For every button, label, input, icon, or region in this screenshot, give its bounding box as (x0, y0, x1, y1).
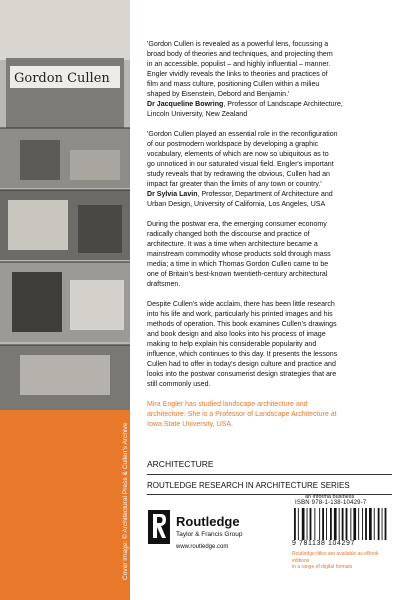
quote-2 (147, 130, 390, 210)
barcode-bar (307, 508, 308, 540)
barcode-bar (385, 508, 387, 540)
barcode-bar (319, 508, 320, 540)
barcode-bar (342, 508, 344, 540)
barcode-bar (346, 508, 348, 540)
quote-2-line-3: vocabulary, elements of which are now so ubiquitous as to (147, 151, 329, 158)
barcode-bar (369, 508, 372, 540)
quote-2-line-2: of our postmodern worldspace by developing a graphic (147, 141, 319, 148)
barcode-bar (362, 508, 363, 540)
barcode-bar (378, 508, 380, 540)
divider (147, 474, 392, 475)
barcode-bar (314, 508, 315, 540)
barcode-bar (298, 508, 299, 540)
quote-2-author: Dr Sylvia Lavin (147, 191, 198, 198)
body-2-line-2: into his life and work, particularly his printed images and his (147, 311, 333, 318)
barcode-bar (302, 508, 305, 540)
quote-1-author: Dr Jacqueline Bowring (147, 101, 224, 108)
bio-line-3: Iowa State University, USA. (147, 421, 234, 428)
publisher-url[interactable]: www.routledge.com (176, 544, 229, 550)
body-2-line-7: Cullen had to offer in today's design culture and practice and (147, 361, 336, 368)
body-1-line-3: architecture. It was a time when architecture became a (147, 241, 318, 248)
spacer (147, 390, 390, 400)
text-column (147, 40, 390, 430)
body-2-line-8: looks into the postwar consumerist design strategies that are (147, 371, 337, 378)
body-2-line-1: Despite Cullen's wide acclaim, there has been little research (147, 301, 335, 308)
quote-2-attribution (147, 190, 390, 200)
body-1-line-4: mainstream commodity whose products sold through mass (147, 251, 331, 258)
barcode-icon (292, 508, 392, 540)
barcode-bar (326, 508, 327, 540)
quote-1-line-5: film and mass culture, positioning Cullen within a milieu (147, 81, 320, 88)
bio-line-1: Mira Engler has studied landscape architecture and (147, 401, 308, 408)
spacer (147, 210, 390, 220)
body-2-line-4: and book design and also looks into his process of image (147, 331, 326, 338)
bio-line-2: architecture. She is a Professor of Landscape Architecture at (147, 411, 337, 418)
body-1-line-5: media; a time in which Thomas Gordon Cullen came to be (147, 261, 329, 268)
body-2-line-9: still commonly used. (147, 381, 211, 388)
body-2-line-5: making to help explain his considerable popularity and (147, 341, 317, 348)
body-1-line-7: draftsmen. (147, 281, 181, 288)
barcode-bar (350, 508, 351, 540)
barcode-bar (310, 508, 312, 540)
quote-1-affiliation-1: , Professor of Landscape Architecture, (223, 101, 343, 108)
barcode-bar (322, 508, 324, 540)
publisher-group: Taylor & Francis Group (176, 531, 243, 538)
series-title: ROUTLEDGE RESEARCH IN ARCHITECTURE SERIES (147, 481, 350, 490)
quote-1-affiliation-2: Lincoln University, New Zealand (147, 111, 248, 118)
cover-sketch (0, 0, 130, 410)
body-1-line-2: radically changed both the discourse and practice of (147, 231, 310, 238)
cover-illustration (0, 0, 130, 410)
barcode-bar (374, 508, 375, 540)
body-1-line-1: During the postwar era, the emerging consumer economy (147, 221, 327, 228)
quote-2-line-1: 'Gordon Cullen played an essential role in the reconfiguration (147, 131, 338, 138)
body-2-line-3: methods of operation. This book examines Cullen's drawings (147, 321, 337, 328)
barcode-bar (294, 508, 296, 540)
ebook-note (292, 551, 394, 571)
barcode-bar (382, 508, 383, 540)
quote-1-line-4: Engler vividly reveals the links to theories and practices of (147, 71, 328, 78)
barcode-bar (358, 508, 359, 540)
barcode-bar (365, 508, 367, 540)
quote-2-affiliation-1: , Professor, Department of Architecture and (197, 191, 333, 198)
quote-1-line-1: 'Gordon Cullen is revealed as a powerful lens, focussing a (147, 41, 329, 48)
cover-sign-text: Gordon Cullen (14, 71, 110, 86)
body-1-line-6: one of Britain's best-known twentieth-century architectural (147, 271, 328, 278)
barcode-bar (334, 508, 337, 540)
body-paragraph-1 (147, 220, 390, 290)
cover-credit: Cover image: © Architectural Press & Cullen's Archive (122, 422, 129, 580)
barcode-bar (330, 508, 332, 540)
quote-1-line-3: in an accessible, populist – and highly influential – manner. (147, 61, 331, 68)
informa-note: an informa business (305, 494, 355, 500)
quote-1 (147, 40, 390, 120)
spacer (147, 290, 390, 300)
quote-2-line-5: study reveals that by redrawing the obvious, Cullen had an (147, 171, 330, 178)
isbn-label: ISBN 978-1-138-10429-7 (295, 500, 367, 506)
barcode-number: 9 781138 104297 (292, 540, 355, 547)
subject-category: ARCHITECTURE (147, 459, 214, 469)
quote-1-attribution (147, 100, 390, 110)
body-2-line-6: influence, which continues to this day. It presents the lessons (147, 351, 338, 358)
quote-2-affiliation-2: Urban Design, University of California, Los Angeles, USA (147, 201, 326, 208)
author-bio (147, 400, 390, 430)
quote-2-line-6: impact far greater than the limits of any town or country.' (147, 181, 322, 188)
barcode-bar (353, 508, 356, 540)
publisher-name: Routledge (176, 514, 240, 529)
ebook-note-line-1: Routledge titles are available as eBook editions (292, 551, 379, 564)
quote-1-line-2: broad body of theories and techniques, and projecting them (147, 51, 333, 58)
quote-2-line-4: go unnoticed in our saturated visual field. Engler's important (147, 161, 334, 168)
body-paragraph-2 (147, 300, 390, 390)
quote-1-line-6: shaped by Eisenstein, Debord and Benjamin.' (147, 91, 290, 98)
spacer (147, 120, 390, 130)
routledge-logo-icon (148, 510, 170, 544)
barcode-bar (339, 508, 340, 540)
ebook-note-line-2: in a range of digital formats (292, 564, 353, 570)
divider (147, 494, 392, 495)
